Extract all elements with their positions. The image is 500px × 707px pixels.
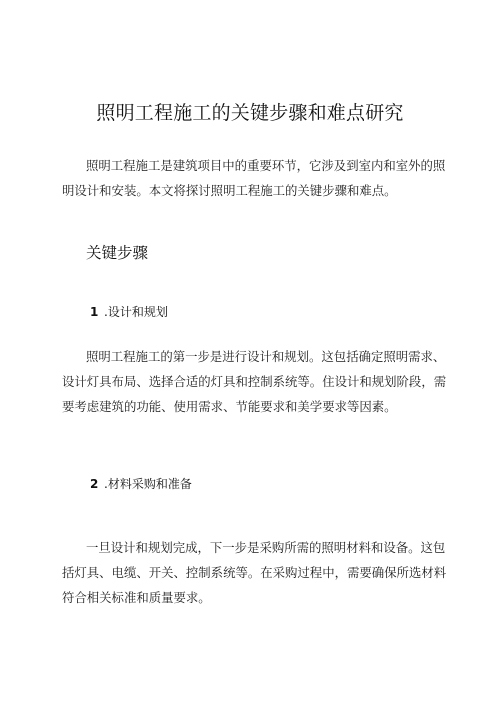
step-1-line-1: 照明工程施工的第一步是进行设计和规划。这包括确定照明需求、	[86, 349, 446, 364]
step-2-line-2: 括灯具、电缆、开关、控制系统等。在采购过程中，需要确保所选材料	[62, 565, 447, 580]
section-heading: 关键步骤	[86, 244, 149, 262]
step-1-number: 1	[90, 305, 99, 319]
step-1-line-3: 要考虑建筑的功能、使用需求、节能要求和美学要求等因素。	[62, 399, 397, 414]
intro-line-1: 照明工程施工是建筑项目中的重要环节，它涉及到室内和室外的照	[86, 158, 446, 173]
step-2-title: .材料采购和准备	[104, 477, 192, 491]
step-2-line-1: 一旦设计和规划完成，下一步是采购所需的照明材料和设备。这包	[86, 540, 446, 555]
document-title: 照明工程施工的关键步骤和难点研究	[96, 102, 404, 124]
step-1-line-2: 设计灯具布局、选择合适的灯具和控制系统等。住设计和规划阶段，需	[62, 374, 447, 389]
step-2-line-3: 符合相关标准和质量要求。	[62, 590, 211, 605]
step-2-heading	[90, 475, 192, 493]
step-1-paragraph	[62, 344, 454, 419]
step-1-title: .设计和规划	[104, 305, 168, 319]
step-2-number: 2	[90, 477, 99, 491]
intro-paragraph	[62, 153, 454, 203]
step-2-paragraph	[62, 535, 454, 610]
intro-line-2: 明设计和安装。本文将探讨照明工程施工的关键步骤和难点。	[62, 183, 397, 198]
step-1-heading	[90, 303, 168, 321]
